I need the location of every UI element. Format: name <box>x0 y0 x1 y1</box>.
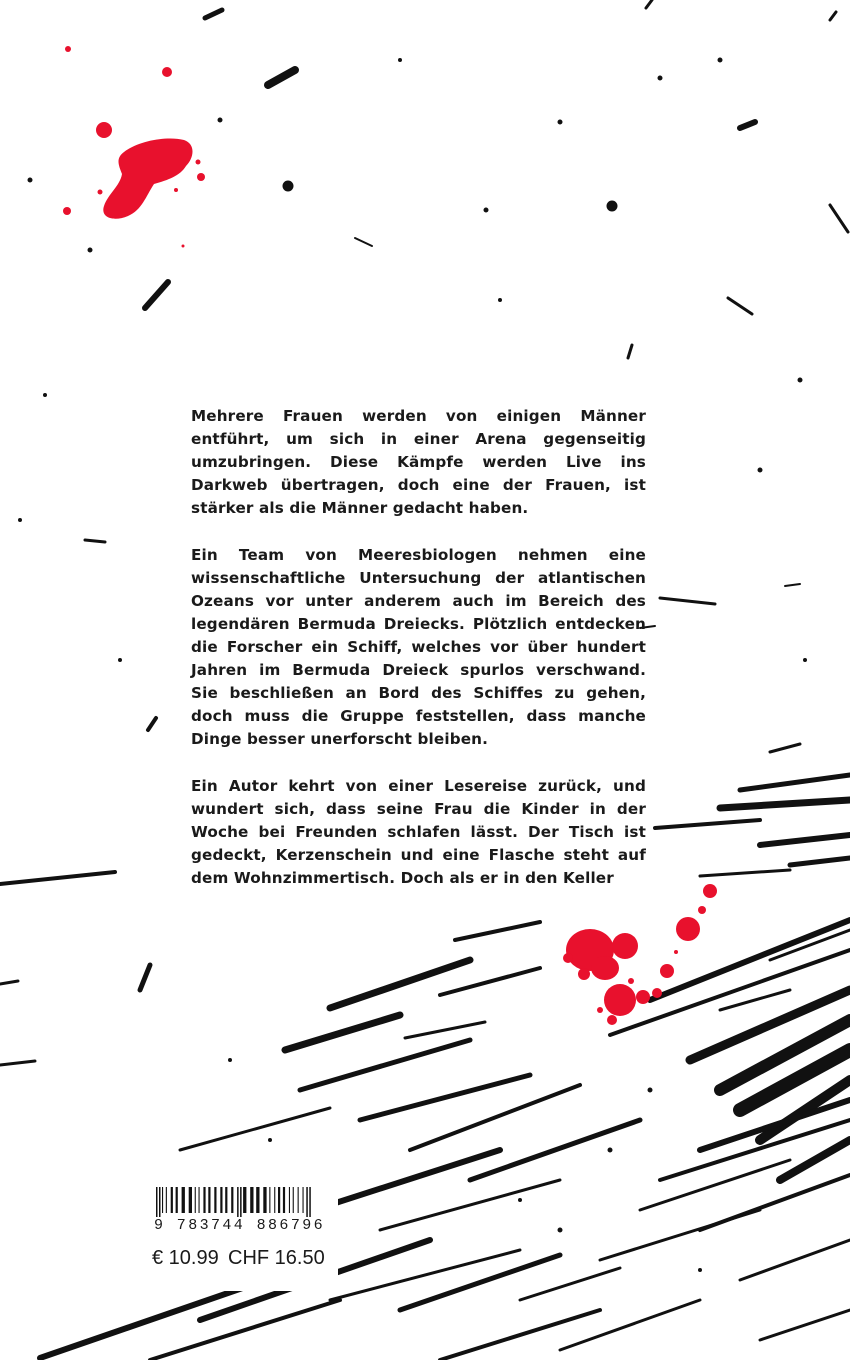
back-cover-blurb <box>191 405 646 914</box>
price-eur: € 10.99 <box>152 1247 219 1269</box>
blood-splatter-top <box>63 46 205 248</box>
isbn-number: 9 783744 886796 <box>154 1217 326 1234</box>
blurb-paragraph-3: Ein Autor kehrt von einer Lesereise zurück, und wundert sich, dass seine Frau die Kinder in der Woche bei Freunden schlafen lässt. Der Tisch ist gedeckt, Kerzenschein und eine Flasche steht auf dem Wohnzimmertisch. Doch als er in den Keller <box>191 777 646 887</box>
price-chf: CHF 16.50 <box>228 1247 325 1269</box>
blurb-paragraph-1: Mehrere Frauen werden von einigen Männer entführt, um sich in einer Arena gegenseitig umzubringen. Diese Kämpfe werden Live ins Darkweb übertragen, doch eine der Frauen, ist stärker als die Männer gedacht haben. <box>191 407 646 517</box>
blurb-paragraph-2: Ein Team von Meeresbiologen nehmen eine wissenschaftliche Untersuchung der atlantischen Ozeans vor unter anderem auch im Bereich des legendären Bermuda Dreiecks. Plötzlich entdecken die Forscher ein Schiff, welches vor über hundert Jahren im Bermuda Dreieck spurlos verschwand. Sie beschließen an Bord des Schiffes zu gehen, doch muss die Gruppe feststellen, dass manche Dinge besser unerforscht bleiben. <box>191 546 646 748</box>
isbn-barcode-panel <box>150 1185 338 1291</box>
barcode-icon <box>154 1187 334 1217</box>
